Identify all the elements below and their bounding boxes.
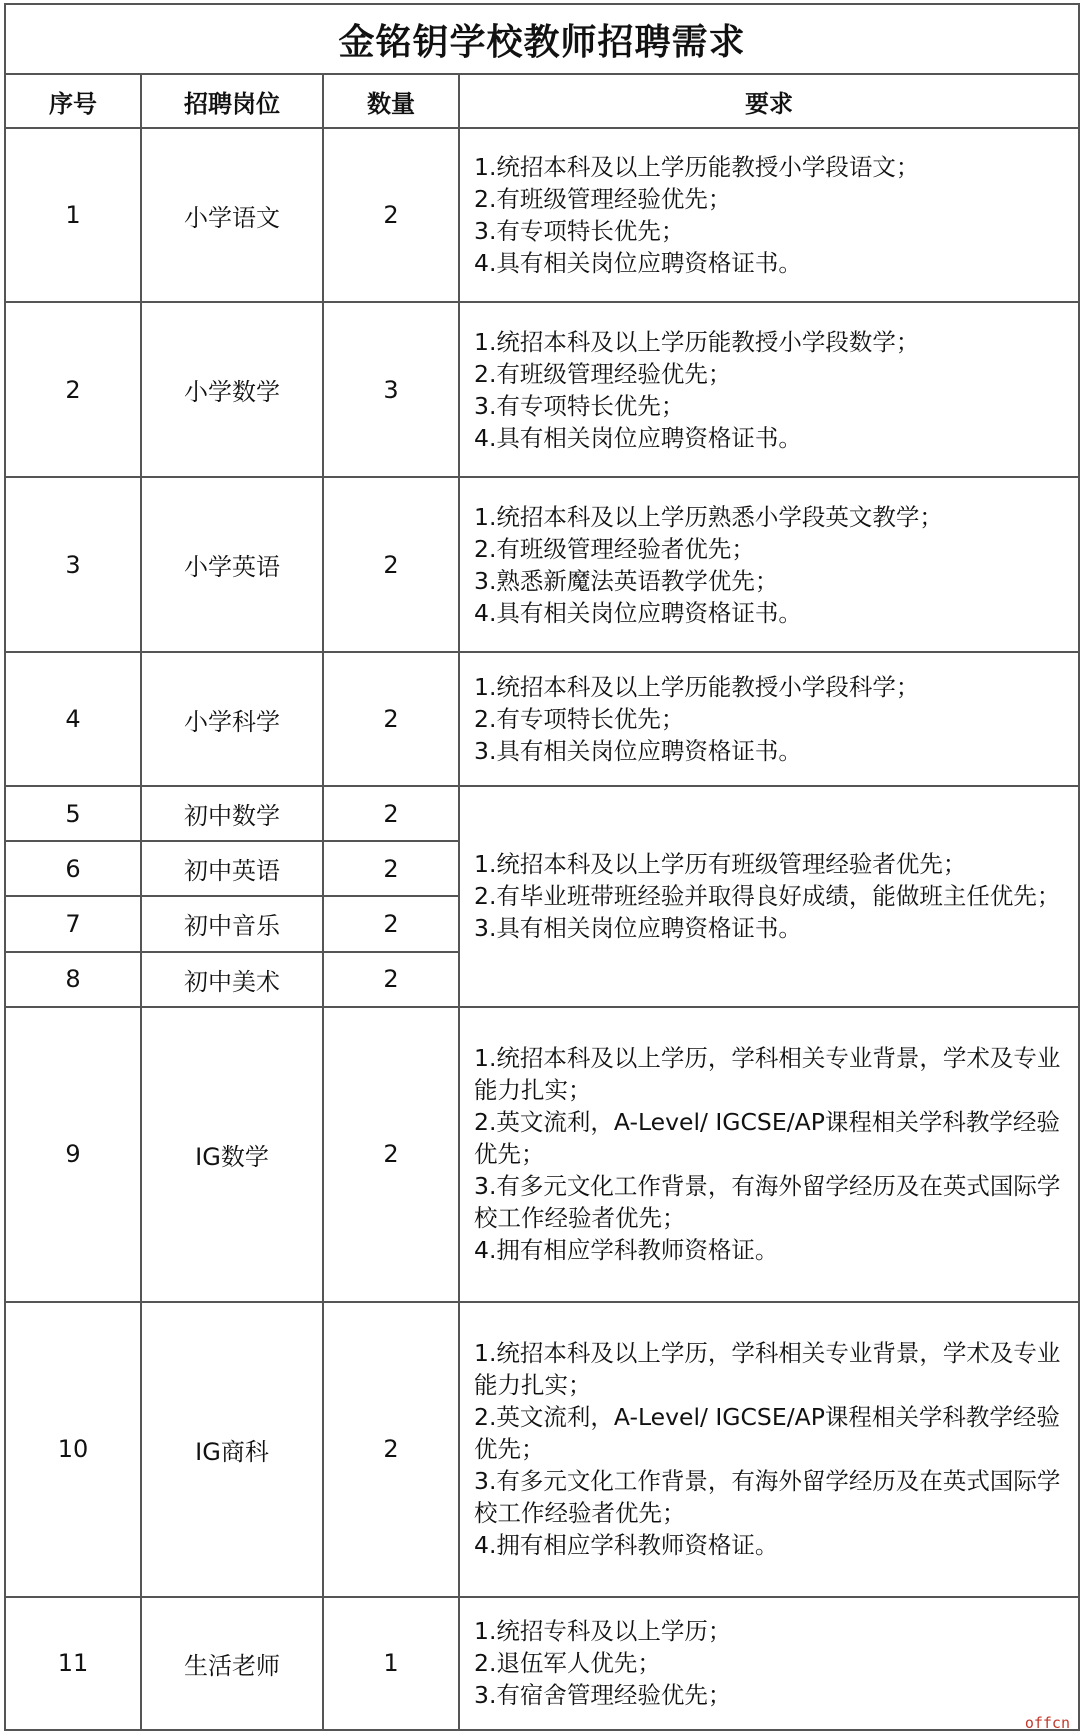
requirement-line: 3.有专项特长优先； <box>474 391 685 420</box>
row-requirements <box>459 1597 1079 1730</box>
row-quantity: 2 <box>323 477 459 652</box>
row-requirements <box>459 128 1079 302</box>
row-position: 初中数学 <box>141 786 323 841</box>
requirement-line: 1.统招本科及以上学历能教授小学段数学； <box>474 327 920 356</box>
requirement-line: 1.统招本科及以上学历有班级管理经验者优先； <box>474 850 967 879</box>
table-row <box>5 128 1079 302</box>
requirement-line: 3.熟悉新魔法英语教学优先； <box>474 566 779 595</box>
watermark-logo: offcn <box>1024 1714 1070 1732</box>
row-requirements <box>459 477 1079 652</box>
row-num: 8 <box>5 952 141 1007</box>
table-title: 金铭钥学校教师招聘需求 <box>5 4 1079 74</box>
row-quantity: 2 <box>323 652 459 786</box>
requirement-line: 4.具有相关岗位应聘资格证书。 <box>474 249 802 278</box>
header-position: 招聘岗位 <box>141 74 323 128</box>
row-position: 初中英语 <box>141 841 323 896</box>
row-quantity: 2 <box>323 896 459 951</box>
requirement-line: 2.英文流利，A-Level/ IGCSE/AP课程相关学科教学经验优先； <box>474 1108 1060 1169</box>
table-row <box>5 477 1079 652</box>
recruitment-table <box>4 3 1080 1731</box>
row-num: 2 <box>5 302 141 477</box>
requirement-line: 3.有多元文化工作背景，有海外留学经历及在英式国际学校工作经验者优先； <box>474 1467 1061 1528</box>
row-position: 小学语文 <box>141 128 323 302</box>
header-requirements: 要求 <box>459 74 1079 128</box>
row-position: 小学英语 <box>141 477 323 652</box>
table-row <box>5 1597 1079 1730</box>
row-requirements <box>459 1302 1079 1597</box>
header-num: 序号 <box>5 74 141 128</box>
requirement-line: 2.英文流利，A-Level/ IGCSE/AP课程相关学科教学经验优先； <box>474 1403 1060 1464</box>
requirement-line: 2.有专项特长优先； <box>474 705 685 734</box>
row-num: 5 <box>5 786 141 841</box>
requirement-line: 2.有班级管理经验者优先； <box>474 534 755 563</box>
requirement-line: 1.统招本科及以上学历，学科相关专业背景，学术及专业能力扎实； <box>474 1339 1061 1400</box>
merged-requirements <box>459 786 1079 1006</box>
requirement-line: 4.具有相关岗位应聘资格证书。 <box>474 423 802 452</box>
row-num: 1 <box>5 128 141 302</box>
row-quantity: 1 <box>323 1597 459 1730</box>
row-quantity: 2 <box>323 786 459 841</box>
row-position: 初中美术 <box>141 952 323 1007</box>
row-num: 9 <box>5 1007 141 1302</box>
row-num: 11 <box>5 1597 141 1730</box>
requirement-line: 2.有班级管理经验优先； <box>474 185 732 214</box>
table-row <box>5 1007 1079 1302</box>
row-num: 10 <box>5 1302 141 1597</box>
row-requirements <box>459 652 1079 786</box>
requirement-line: 1.统招专科及以上学历； <box>474 1617 732 1646</box>
row-quantity: 2 <box>323 128 459 302</box>
requirement-line: 2.退伍军人优先； <box>474 1649 661 1678</box>
row-num: 4 <box>5 652 141 786</box>
row-position: 生活老师 <box>141 1597 323 1730</box>
requirement-line: 1.统招本科及以上学历能教授小学段语文； <box>474 153 920 182</box>
requirement-line: 1.统招本科及以上学历熟悉小学段英文教学； <box>474 502 943 531</box>
row-requirements <box>459 1007 1079 1302</box>
table-row <box>5 302 1079 477</box>
row-quantity: 2 <box>323 841 459 896</box>
requirement-line: 3.具有相关岗位应聘资格证书。 <box>474 914 802 943</box>
requirement-line: 1.统招本科及以上学历能教授小学段科学； <box>474 673 920 702</box>
requirement-line: 1.统招本科及以上学历，学科相关专业背景，学术及专业能力扎实； <box>474 1044 1061 1105</box>
requirement-line: 2.有毕业班带班经验并取得良好成绩，能做班主任优先； <box>474 882 1061 911</box>
row-num: 7 <box>5 896 141 951</box>
row-num: 6 <box>5 841 141 896</box>
requirement-line: 4.拥有相应学科教师资格证。 <box>474 1236 779 1265</box>
requirement-line: 3.具有相关岗位应聘资格证书。 <box>474 737 802 766</box>
row-num: 3 <box>5 477 141 652</box>
requirement-line: 3.有专项特长优先； <box>474 217 685 246</box>
requirement-line: 4.拥有相应学科教师资格证。 <box>474 1531 779 1560</box>
requirement-line: 3.有宿舍管理经验优先； <box>474 1681 732 1710</box>
row-position: 小学数学 <box>141 302 323 477</box>
header-quantity: 数量 <box>323 74 459 128</box>
table-row <box>5 652 1079 786</box>
table-row <box>5 1302 1079 1597</box>
row-quantity: 2 <box>323 952 459 1007</box>
row-requirements <box>459 302 1079 477</box>
row-quantity: 2 <box>323 1007 459 1302</box>
row-position: 小学科学 <box>141 652 323 786</box>
row-quantity: 2 <box>323 1302 459 1597</box>
requirement-line: 2.有班级管理经验优先； <box>474 359 732 388</box>
requirement-line: 4.具有相关岗位应聘资格证书。 <box>474 598 802 627</box>
row-position: IG商科 <box>141 1302 323 1597</box>
table-row <box>5 786 1079 841</box>
row-position: IG数学 <box>141 1007 323 1302</box>
row-quantity: 3 <box>323 302 459 477</box>
header-row <box>5 74 1079 128</box>
row-position: 初中音乐 <box>141 896 323 951</box>
requirement-line: 3.有多元文化工作背景，有海外留学经历及在英式国际学校工作经验者优先； <box>474 1172 1061 1233</box>
